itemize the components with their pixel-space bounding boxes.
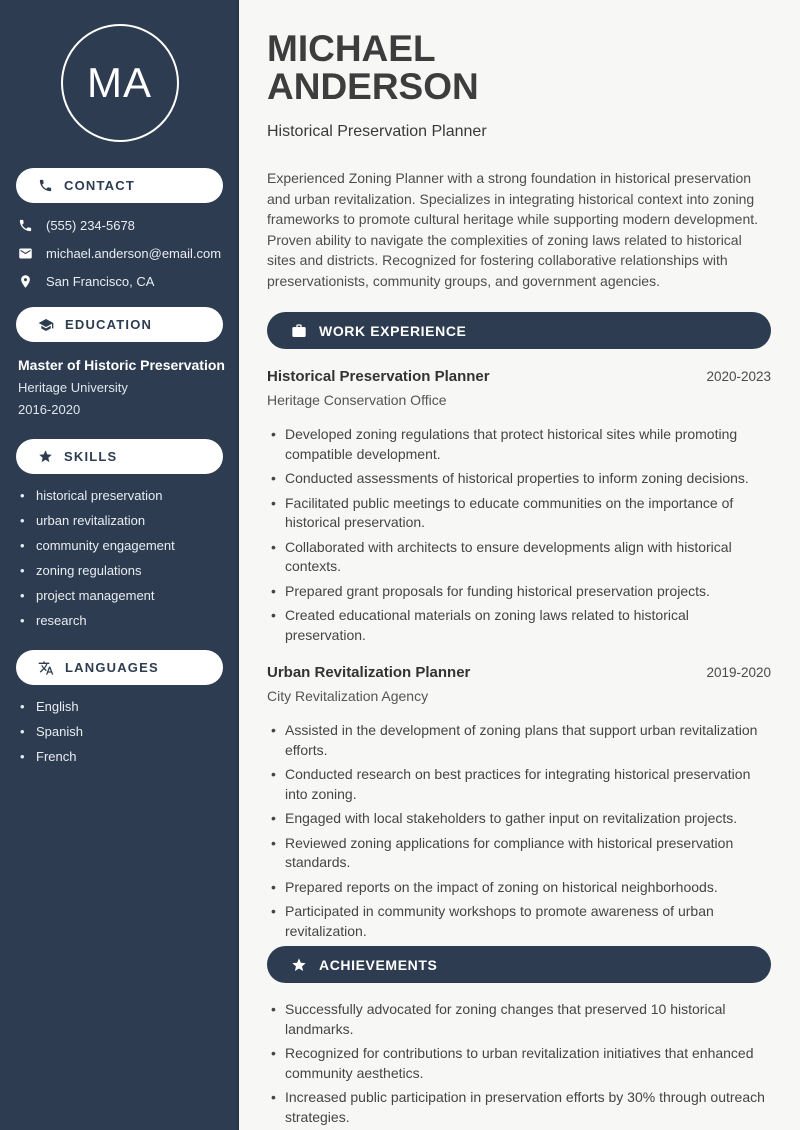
job-header — [267, 368, 771, 385]
achievements-section-title: ACHIEVEMENTS — [319, 956, 438, 973]
job-bullet: • Created educational materials on zoning laws related to historical preservation. — [271, 606, 771, 645]
education-years: 2016-2020 — [18, 402, 81, 417]
language-item: • French — [20, 749, 225, 764]
education-degree: Master of Historic Preservation — [18, 357, 225, 373]
location-text: San Francisco, CA — [46, 274, 155, 289]
job-bullet: • Developed zoning regulations that protect historical sites while promoting compatible development. — [271, 425, 771, 464]
job-bullet: • Prepared grant proposals for funding historical preservation projects. — [271, 582, 771, 602]
language-item: • English — [20, 699, 225, 714]
job-bullet: • Conducted assessments of historical properties to inform zoning decisions. — [271, 469, 771, 489]
contact-item-phone — [18, 218, 227, 233]
languages-list — [20, 699, 225, 764]
work-experience-section-title: WORK EXPERIENCE — [319, 322, 467, 339]
contact-section-title: CONTACT — [64, 178, 135, 193]
avatar-initials: MA — [87, 59, 152, 106]
skill-item: • zoning regulations — [20, 563, 225, 578]
skill-item: • research — [20, 613, 225, 628]
candidate-job-title: Historical Preservation Planner — [267, 123, 487, 140]
job-bullet: • Prepared reports on the impact of zoning on historical neighborhoods. — [271, 878, 771, 898]
contact-item-email — [18, 246, 227, 261]
job-bullet: • Conducted research on best practices for integrating historical preservation into zoning. — [271, 765, 771, 804]
skill-item: • historical preservation — [20, 488, 225, 503]
job-role: Historical Preservation Planner — [267, 368, 490, 385]
skill-item: • urban revitalization — [20, 513, 225, 528]
contact-list — [18, 218, 227, 289]
job-header — [267, 664, 771, 681]
job-company: City Revitalization Agency — [267, 688, 429, 704]
language-item: • Spanish — [20, 724, 225, 739]
job-bullet: • Facilitated public meetings to educate communities on the importance of historical preservation. — [271, 494, 771, 533]
sidebar — [0, 0, 239, 1130]
achievement-bullet: • Recognized for contributions to urban revitalization initiatives that enhanced community aesthetics. — [271, 1044, 771, 1083]
email-icon — [18, 246, 33, 261]
email-address: michael.anderson@email.com — [46, 246, 222, 261]
job-company: Heritage Conservation Office — [267, 392, 447, 408]
education-section-header — [16, 307, 223, 342]
star-icon — [38, 449, 53, 464]
briefcase-icon — [291, 323, 307, 339]
job-dates: 2019-2020 — [706, 665, 771, 680]
translate-icon — [38, 660, 54, 676]
achievement-bullet: • Successfully advocated for zoning changes that preserved 10 historical landmarks. — [271, 1000, 771, 1039]
star-icon — [291, 957, 307, 973]
education-entry — [18, 357, 225, 417]
job-role: Urban Revitalization Planner — [267, 664, 471, 681]
education-section-title: EDUCATION — [65, 317, 153, 332]
achievements-list — [271, 1000, 771, 1127]
main-content — [239, 0, 800, 1130]
job-bullet-list — [271, 425, 771, 645]
job-dates: 2020-2023 — [706, 369, 771, 384]
education-school: Heritage University — [18, 380, 128, 395]
job-bullet-list — [271, 721, 771, 941]
skills-list — [20, 488, 225, 628]
candidate-last-name: ANDERSON — [267, 66, 479, 107]
job-bullet: • Collaborated with architects to ensure developments align with historical contexts. — [271, 538, 771, 577]
achievements-section-header — [267, 946, 771, 983]
skill-item: • project management — [20, 588, 225, 603]
graduation-cap-icon — [38, 317, 54, 333]
professional-summary: Experienced Zoning Planner with a strong foundation in historical preservation and urban revitalization. Specializes in integrating historical context into zoning frameworks to promote cultural heritage while supporting modern development. Proven ability to navigate the complexities of zoning laws related to historical sites and districts. Recognized for fostering collaborative relationships with preservationists, community groups, and government agencies. — [267, 170, 759, 289]
languages-section-title: LANGUAGES — [65, 660, 159, 675]
phone-number: (555) 234-5678 — [46, 218, 135, 233]
avatar — [61, 24, 179, 142]
job-bullet: • Engaged with local stakeholders to gather input on revitalization projects. — [271, 809, 771, 829]
contact-item-location — [18, 274, 227, 289]
phone-icon — [18, 218, 33, 233]
phone-icon — [38, 178, 53, 193]
location-icon — [18, 274, 33, 289]
skills-section-title: SKILLS — [64, 449, 118, 464]
skill-item: • community engagement — [20, 538, 225, 553]
job-bullet: • Assisted in the development of zoning plans that support urban revitalization efforts. — [271, 721, 771, 760]
candidate-name — [267, 30, 771, 106]
job-bullet: • Reviewed zoning applications for compliance with historical preservation standards. — [271, 834, 771, 873]
contact-section-header — [16, 168, 223, 203]
skills-section-header — [16, 439, 223, 474]
candidate-first-name: MICHAEL — [267, 28, 436, 69]
achievement-bullet: • Increased public participation in preservation efforts by 30% through outreach strategies. — [271, 1088, 771, 1127]
work-experience-section-header — [267, 312, 771, 349]
job-bullet: • Participated in community workshops to promote awareness of urban revitalization. — [271, 902, 771, 941]
languages-section-header — [16, 650, 223, 685]
